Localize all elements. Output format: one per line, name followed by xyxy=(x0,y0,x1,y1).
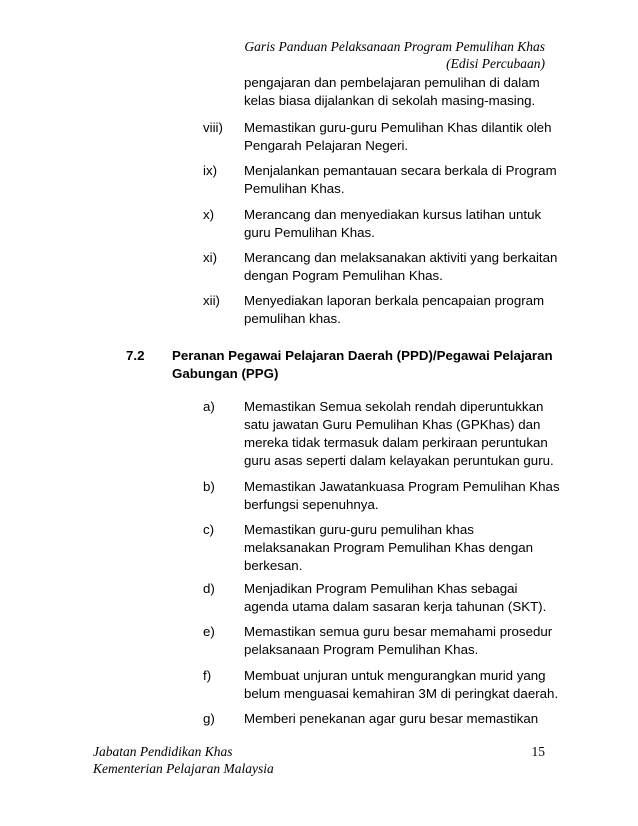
page-number: 15 xyxy=(531,744,545,759)
list-item-number: e) xyxy=(203,624,215,639)
list-item-text: Merancang dan menyediakan kursus latihan untuk guru Pemulihan Khas. xyxy=(244,207,542,240)
running-header xyxy=(244,38,545,72)
page-footer xyxy=(93,743,545,777)
list-item-text: Memastikan guru-guru Pemulihan Khas dilantik oleh Pengarah Pelajaran Negeri. xyxy=(244,120,552,153)
section-number: 7.2 xyxy=(126,348,145,363)
continued-paragraph: pengajaran dan pembelajaran pemulihan di dalam kelas biasa dijalankan di sekolah masing-masing. xyxy=(244,75,540,108)
list-item-number: d) xyxy=(203,581,215,596)
list-item-text: Menyediakan laporan berkala pencapaian program pemulihan khas. xyxy=(244,293,545,326)
list-item-number: ix) xyxy=(203,163,218,178)
list-item-text: Memastikan Semua sekolah rendah diperuntukkan satu jawatan Guru Pemulihan Khas (GPKhas) dan mereka tidak termasuk dalam perkiraan peruntukan guru asas seperti dalam kelayakan peruntukan guru. xyxy=(244,399,554,468)
list-item-number: viii) xyxy=(203,120,223,135)
list-item-text: Memastikan Jawatankuasa Program Pemulihan Khas berfungsi sepenuhnya. xyxy=(244,479,560,512)
list-item-number: x) xyxy=(203,207,215,222)
list-item-text: Membuat unjuran untuk mengurangkan murid yang belum menguasai kemahiran 3M di peringkat daerah. xyxy=(244,668,559,701)
list-item-number: g) xyxy=(203,711,215,726)
list-item-number: b) xyxy=(203,479,215,494)
list-item-number: xii) xyxy=(203,293,220,308)
list-item-number: a) xyxy=(203,399,215,414)
list-item-text: Menjalankan pemantauan secara berkala di Program Pemulihan Khas. xyxy=(244,163,557,196)
list-item-text: Memberi penekanan agar guru besar memastikan xyxy=(244,711,539,726)
header-edition: (Edisi Percubaan) xyxy=(446,56,545,71)
list-item-number: c) xyxy=(203,522,215,537)
header-title: Garis Panduan Pelaksanaan Program Pemulihan Khas xyxy=(244,39,545,54)
list-item-number: f) xyxy=(203,668,212,683)
section-title: Peranan Pegawai Pelajaran Daerah (PPD)/Pegawai Pelajaran Gabungan (PPG) xyxy=(172,348,553,381)
list-item-text: Menjadikan Program Pemulihan Khas sebagai agenda utama dalam sasaran kerja tahunan (SKT). xyxy=(244,581,547,614)
list-item-text: Memastikan guru-guru pemulihan khas melaksanakan Program Pemulihan Khas dengan berkesan. xyxy=(244,522,534,573)
list-item-number: xi) xyxy=(203,250,218,265)
list-item-text: Merancang dan melaksanakan aktiviti yang berkaitan dengan Pogram Pemulihan Khas. xyxy=(244,250,558,283)
footer-ministry: Kementerian Pelajaran Malaysia xyxy=(93,761,274,776)
list-item-text: Memastikan semua guru besar memahami prosedur pelaksanaan Program Pemulihan Khas. xyxy=(244,624,553,657)
footer-department: Jabatan Pendidikan Khas xyxy=(93,744,233,759)
